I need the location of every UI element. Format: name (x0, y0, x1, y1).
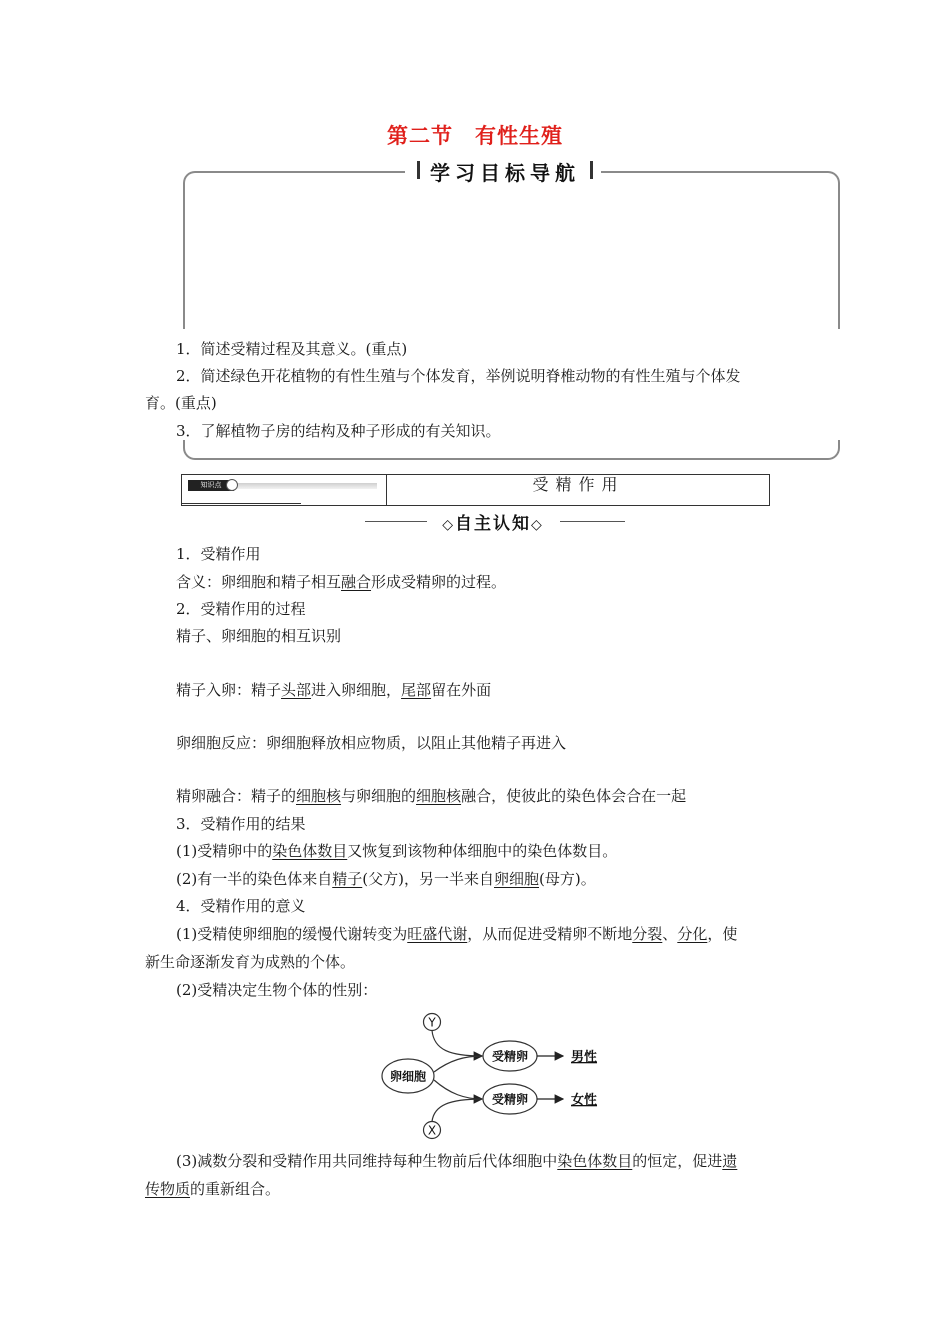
heading-3: 3．受精作用的结果 (176, 815, 306, 833)
answer-blank: 细胞核 (296, 787, 342, 805)
knowledge-point-badge: 知识点 (188, 480, 234, 491)
answer-blank: 传物质 (145, 1180, 191, 1198)
objective-item-2: 2．简述绿色开花植物的有性生殖与个体发育，举例说明脊椎动物的有性生殖与个体发 (176, 367, 741, 385)
objectives-header: 学习目标导航 (415, 157, 595, 186)
answer-blank: 染色体数目 (557, 1152, 633, 1170)
answer-blank: 融合 (341, 573, 372, 591)
heading-2: 2．受精作用的过程 (176, 600, 306, 618)
knowledge-point-title: 受精作用 (532, 475, 625, 494)
answer-blank: 染色体数目 (272, 842, 348, 860)
arrow-x-to-zygote (432, 1099, 482, 1122)
process-step-3: 卵细胞反应：卵细胞释放相应物质，以阻止其他精子再进入 (176, 734, 567, 752)
male-label: 男性 (571, 1050, 598, 1065)
section-line-left (365, 521, 427, 522)
answer-blank: 细胞核 (416, 787, 462, 805)
egg-label: 卵细胞 (389, 1069, 427, 1084)
objectives-frame-left (183, 211, 185, 329)
knowledge-point-circle-icon (226, 479, 238, 491)
answer-blank: 尾部 (401, 681, 432, 699)
arrow-egg-to-zygote-bottom (434, 1080, 482, 1099)
section-title (428, 509, 558, 534)
diamond-icon: ◇ (442, 517, 455, 533)
significance-3: (3)减数分裂和受精作用共同维持每种生物前后代体细胞中染色体数目的恒定，促进遗 (176, 1152, 738, 1170)
result-1: (1)受精卵中的染色体数目又恢复到该物种体细胞中的染色体数目。 (176, 842, 618, 860)
answer-blank: 头部 (281, 681, 312, 699)
female-label: 女性 (571, 1093, 598, 1108)
knowledge-point-underline (181, 503, 301, 504)
diamond-icon: ◇ (531, 517, 544, 533)
significance-2: (2)受精决定生物个体的性别： (176, 981, 378, 999)
heading-1: 1．受精作用 (176, 545, 261, 563)
process-step-4: 精卵融合：精子的细胞核与卵细胞的细胞核融合，使彼此的染色体会合在一起 (176, 787, 687, 805)
zygote-bottom-label: 受精卵 (491, 1092, 529, 1107)
sex-determination-diagram (370, 1010, 620, 1145)
x-chromosome-label: X (427, 1123, 437, 1138)
meaning-line: 含义：卵细胞和精子相互融合形成受精卵的过程。 (176, 573, 507, 591)
significance-1-cont: 新生命逐渐发育为成熟的个体。 (145, 953, 356, 971)
arrow-egg-to-zygote-top (434, 1056, 482, 1072)
zygote-top-label: 受精卵 (491, 1049, 529, 1064)
process-step-2: 精子入卵：精子头部进入卵细胞，尾部留在外面 (176, 681, 492, 699)
objectives-frame-bottom (183, 440, 840, 460)
significance-1: (1)受精使卵细胞的缓慢代谢转变为旺盛代谢，从而促进受精卵不断地分裂、分化，使 (176, 925, 738, 943)
answer-blank: 旺盛代谢 (407, 925, 468, 943)
significance-3-cont: 传物质的重新组合。 (145, 1180, 281, 1198)
y-chromosome-label: Y (428, 1015, 436, 1030)
arrow-y-to-zygote (432, 1031, 482, 1057)
process-step-1: 精子、卵细胞的相互识别 (176, 627, 342, 645)
answer-blank: 遗 (722, 1152, 738, 1170)
heading-4: 4．受精作用的意义 (176, 897, 306, 915)
objectives-frame-right (838, 211, 840, 329)
page-title: 第二节 有性生殖 (387, 124, 563, 148)
section-title-text: 自主认知 (455, 514, 531, 534)
objective-item-2-cont: 育。(重点) (145, 394, 217, 412)
section-line-right (560, 521, 625, 522)
knowledge-point-bar (237, 483, 377, 489)
objective-item-3: 3．了解植物子房的结构及种子形成的有关知识。 (176, 422, 501, 440)
result-2: (2)有一半的染色体来自精子(父方)，另一半来自卵细胞(母方)。 (176, 870, 596, 888)
answer-blank: 分裂 (632, 925, 663, 943)
answer-blank: 分化 (677, 925, 708, 943)
objective-item-1: 1．简述受精过程及其意义。(重点) (176, 340, 408, 358)
answer-blank: 卵细胞 (493, 870, 539, 888)
answer-blank: 精子 (332, 870, 363, 888)
